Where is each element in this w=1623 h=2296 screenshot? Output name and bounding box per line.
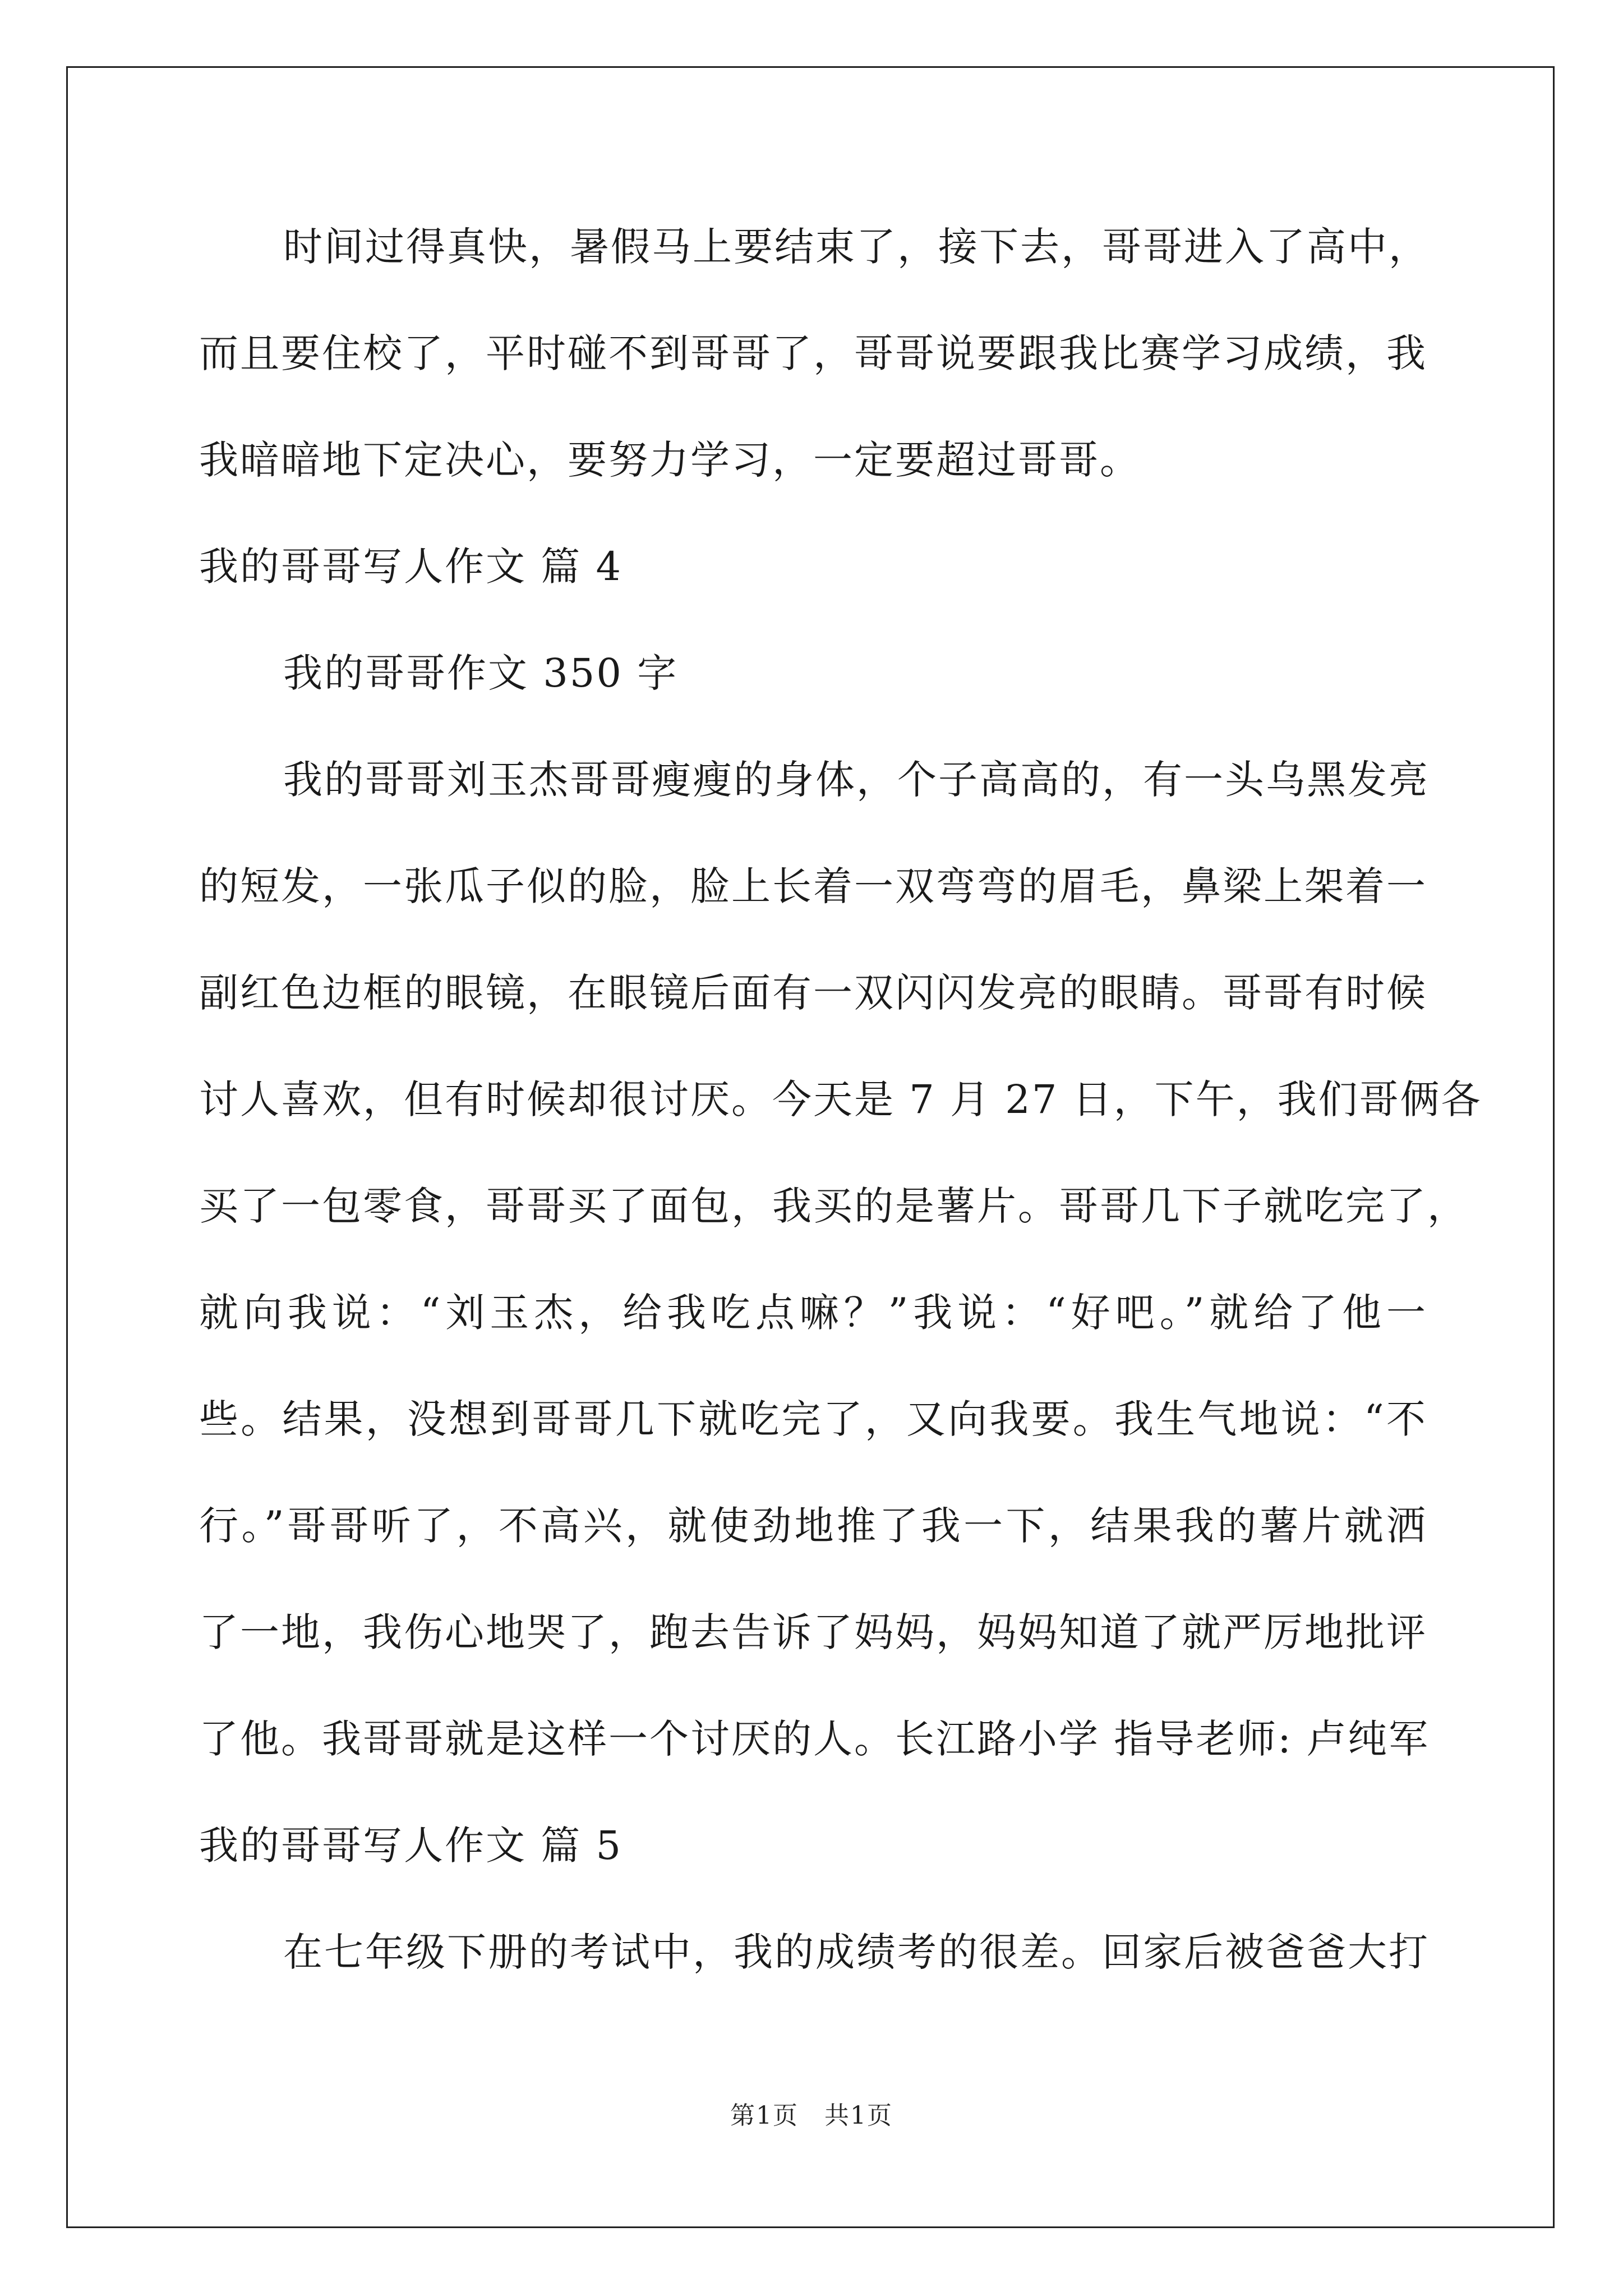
text-line: 我的哥哥刘玉杰哥哥瘦瘦的身体，个子高高的，有一头乌黑发亮 [283,757,1430,803]
text-line: 而且要住校了，平时碰不到哥哥了，哥哥说要跟我比赛学习成绩，我 [199,330,1427,376]
text-line: 副红色边框的眼镜，在眼镜后面有一双闪闪发亮的眼睛。哥哥有时候 [199,970,1427,1016]
text-line: 行。”哥哥听了，不高兴，就使劲地推了我一下，结果我的薯片就洒 [199,1503,1427,1549]
text-line: 时间过得真快，暑假马上要结束了，接下去，哥哥进入了高中， [283,224,1430,270]
essay-title: 我的哥哥作文 350 字 [283,650,679,696]
text-line: 了一地，我伤心地哭了，跑去告诉了妈妈，妈妈知道了就严厉地批评 [199,1609,1427,1655]
text-line: 买了一包零食，哥哥买了面包，我买的是薯片。哥哥几下子就吃完了， [199,1183,1468,1229]
section-heading: 我的哥哥写人作文 篇 4 [199,544,623,590]
page-number: 第1页 共1页 [730,2101,893,2130]
document-body [199,213,1482,2025]
text-line: 就向我说：“刘玉杰，给我吃点嘛？”我说：“好吧。”就给了他一 [199,1290,1427,1336]
text-line: 讨人喜欢，但有时候却很讨厌。今天是 7 月 27 日，下午，我们哥俩各 [199,1076,1482,1122]
text-line: 我暗暗地下定决心，要努力学习，一定要超过哥哥。 [199,437,1141,483]
text-line: 在七年级下册的考试中，我的成绩考的很差。回家后被爸爸大打 [283,1929,1430,1975]
text-line: 些。结果，没想到哥哥几下就吃完了，又向我要。我生气地说：“不 [199,1396,1427,1442]
text-line: 的短发，一张瓜子似的脸，脸上长着一双弯弯的眉毛，鼻梁上架着一 [199,863,1427,909]
section-heading: 我的哥哥写人作文 篇 5 [199,1823,623,1869]
text-line: 了他。我哥哥就是这样一个讨厌的人。长江路小学 指导老师: 卢纯军 [199,1716,1430,1762]
